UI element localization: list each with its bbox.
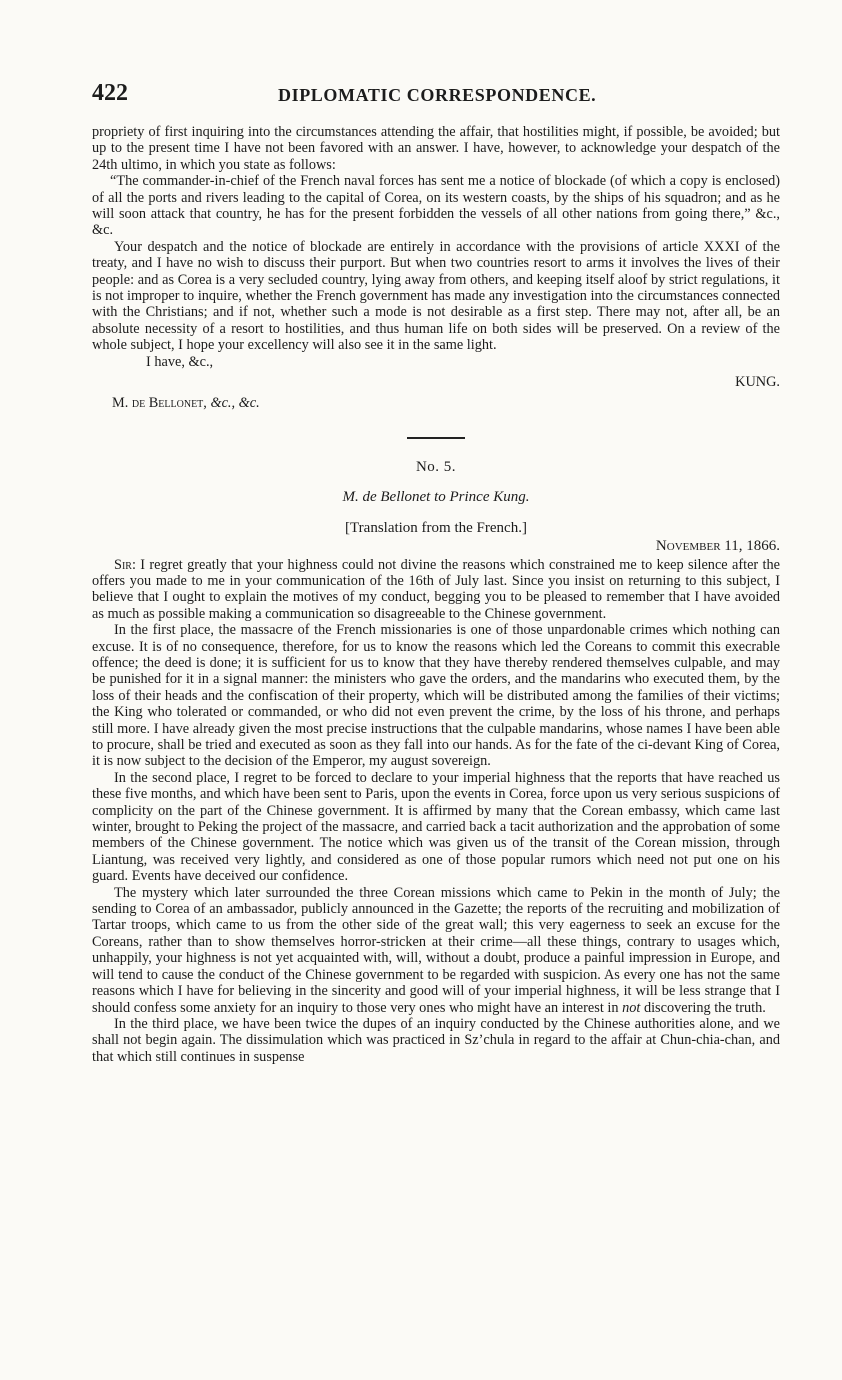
letter-date (92, 538, 780, 554)
page-number: 422 (92, 80, 128, 106)
addressee-suffix: &c., &c. (210, 394, 260, 411)
translation-note: [Translation from the French.] (345, 519, 527, 536)
emphasis: not (622, 999, 641, 1016)
paragraph-text: discovering the truth. (643, 999, 766, 1016)
addressee-name: M. de Bellonet, (112, 394, 207, 411)
section-divider (407, 437, 465, 439)
salutation: Sir: (114, 556, 136, 573)
letter-closing: I have, &c., (146, 353, 214, 370)
document-number: No. 5. (415, 458, 457, 475)
running-title: DIPLOMATIC CORRESPONDENCE. (278, 85, 597, 105)
paragraph (92, 557, 780, 623)
paragraph-text: The mystery which later surrounded the three Corean missions which came to Pekin in the month of July; the sending to Corea of an ambassador, publicly announced in the Gazette; the reports of the recruiting and mobilization of Tartar troops, which came to us from the other side of the great wall; this very eagerness to seek an excuse for the Coreans, rather than to show themselves horror-stricken at their crime—all these things, contrary to usages which, unhappily, your highness is not yet acquainted with, will, without a doubt, produce a painful impression in Europe, and will tend to cause the conduct of the Chinese government to be regarded with suspicion. As every one has not the same reasons which I have for believing in the sincerity and good will of your imperial highness, it will be less strange that I should confess some anxiety for an inquiry to those very ones who might have an interest in (92, 884, 780, 1016)
paragraph-text: I regret greatly that your highness could not divine the reasons which constrained me to keep silence after the offers you made to me in your communication of the 16th of July last. Since you insist on returning to this subject, I believe that I ought to explain the motives of my conduct, begging you to be pleased to remember that I have avoided as much as possible making a communication so disagreeable to the Chinese government. (92, 556, 780, 622)
paragraph (92, 885, 780, 1016)
paragraph: In the first place, the massacre of the French missionaries is one of those unpardonable crimes which nothing can excuse. It is of no consequence, therefore, for us to know the reasons which led the Coreans to commit this execrable offence; the deed is done; it is sufficient for us to know that they have thereby rendered themselves culpable, and may be punished for it in a signal manner: the ministers who gave the orders, and the mandarins who executed them, by the loss of their heads and the confiscation of their property, which will be distributed among the families of their victims; the King who tolerated or commanded, or who did not even prevent the crime, by the loss of his throne, and perhaps still more. I have already given the most precise instructions that the culpable mandarins, whose names I have been able to procure, shall be tried and executed as soon as they fall into our hands. As for the fate of the ci-devant King of Corea, it is now subject to the decision of the Emperor, my august sovereign. (92, 622, 780, 770)
date-rest: 11, 1866. (724, 538, 780, 555)
paragraph: In the third place, we have been twice the dupes of an inquiry conducted by the Chinese authorities alone, and we shall not begin again. The dissimulation which was practiced in Sz’chula in regard to the affair at Chun-chia-chan, and that which still continues in suspense (92, 1015, 780, 1065)
page-body (92, 124, 780, 1065)
signature: KUNG. (735, 374, 780, 391)
paragraph: Your despatch and the notice of blockade are entirely in accordance with the provisions of article XXXI of the treaty, and I have no wish to discuss their purport. But when two countries resort to arms it involves the lives of their people: and as Corea is a very secluded country, lying away from others, and keeping itself aloof by strict regulations, it is not improper to inquire, whether the French government has made any investigation into the circumstances connected with the Christians; and if not, whether such a mode is not desirable as a first step. There may not, after all, be an absolute necessity of a resort to hostilities, and thus human life on both sides will be preserved. On a review of the whole subject, I hope your excellency will also see it in the same light. (92, 238, 780, 354)
paragraph: In the second place, I regret to be forced to declare to your imperial highness that the reports that have reached us these five months, and which have been sent to Paris, upon the events in Corea, force upon us very serious suspicions of complicity on the part of the Chinese government. It is affirmed by many that the Corean embassy, which came last winter, brought to Peking the project of the massacre, and carried back a tacit authorization and the approbation of some members of the Chinese government. The notice which was given us of the transit of the Corean mission, through Liantung, was received very lightly, and considered as one of those popular rumors which need not put one on his guard. Events have deceived our confidence. (92, 769, 780, 885)
addressee (112, 395, 780, 411)
quoted-paragraph: “The commander-in-chief of the French naval forces has sent me a notice of blockade (of which a copy is enclosed) of all the ports and rivers leading to the capital of Corea, on its western coasts, by the ships of his squadron; and as he will soon attack that country, he has for the present forbidden the vessels of all other nations from going there,” &c., &c. (92, 173, 780, 239)
date-month: November (655, 538, 721, 555)
paragraph: propriety of first inquiring into the circumstances attending the affair, that hostilities might, if possible, be avoided; but up to the present time I have not been favored with an answer. I have, however, to acknowledge your despatch of the 24th ultimo, in which you state as follows: (92, 124, 780, 173)
page-header (92, 80, 782, 110)
document-heading: M. de Bellonet to Prince Kung. (342, 489, 530, 506)
